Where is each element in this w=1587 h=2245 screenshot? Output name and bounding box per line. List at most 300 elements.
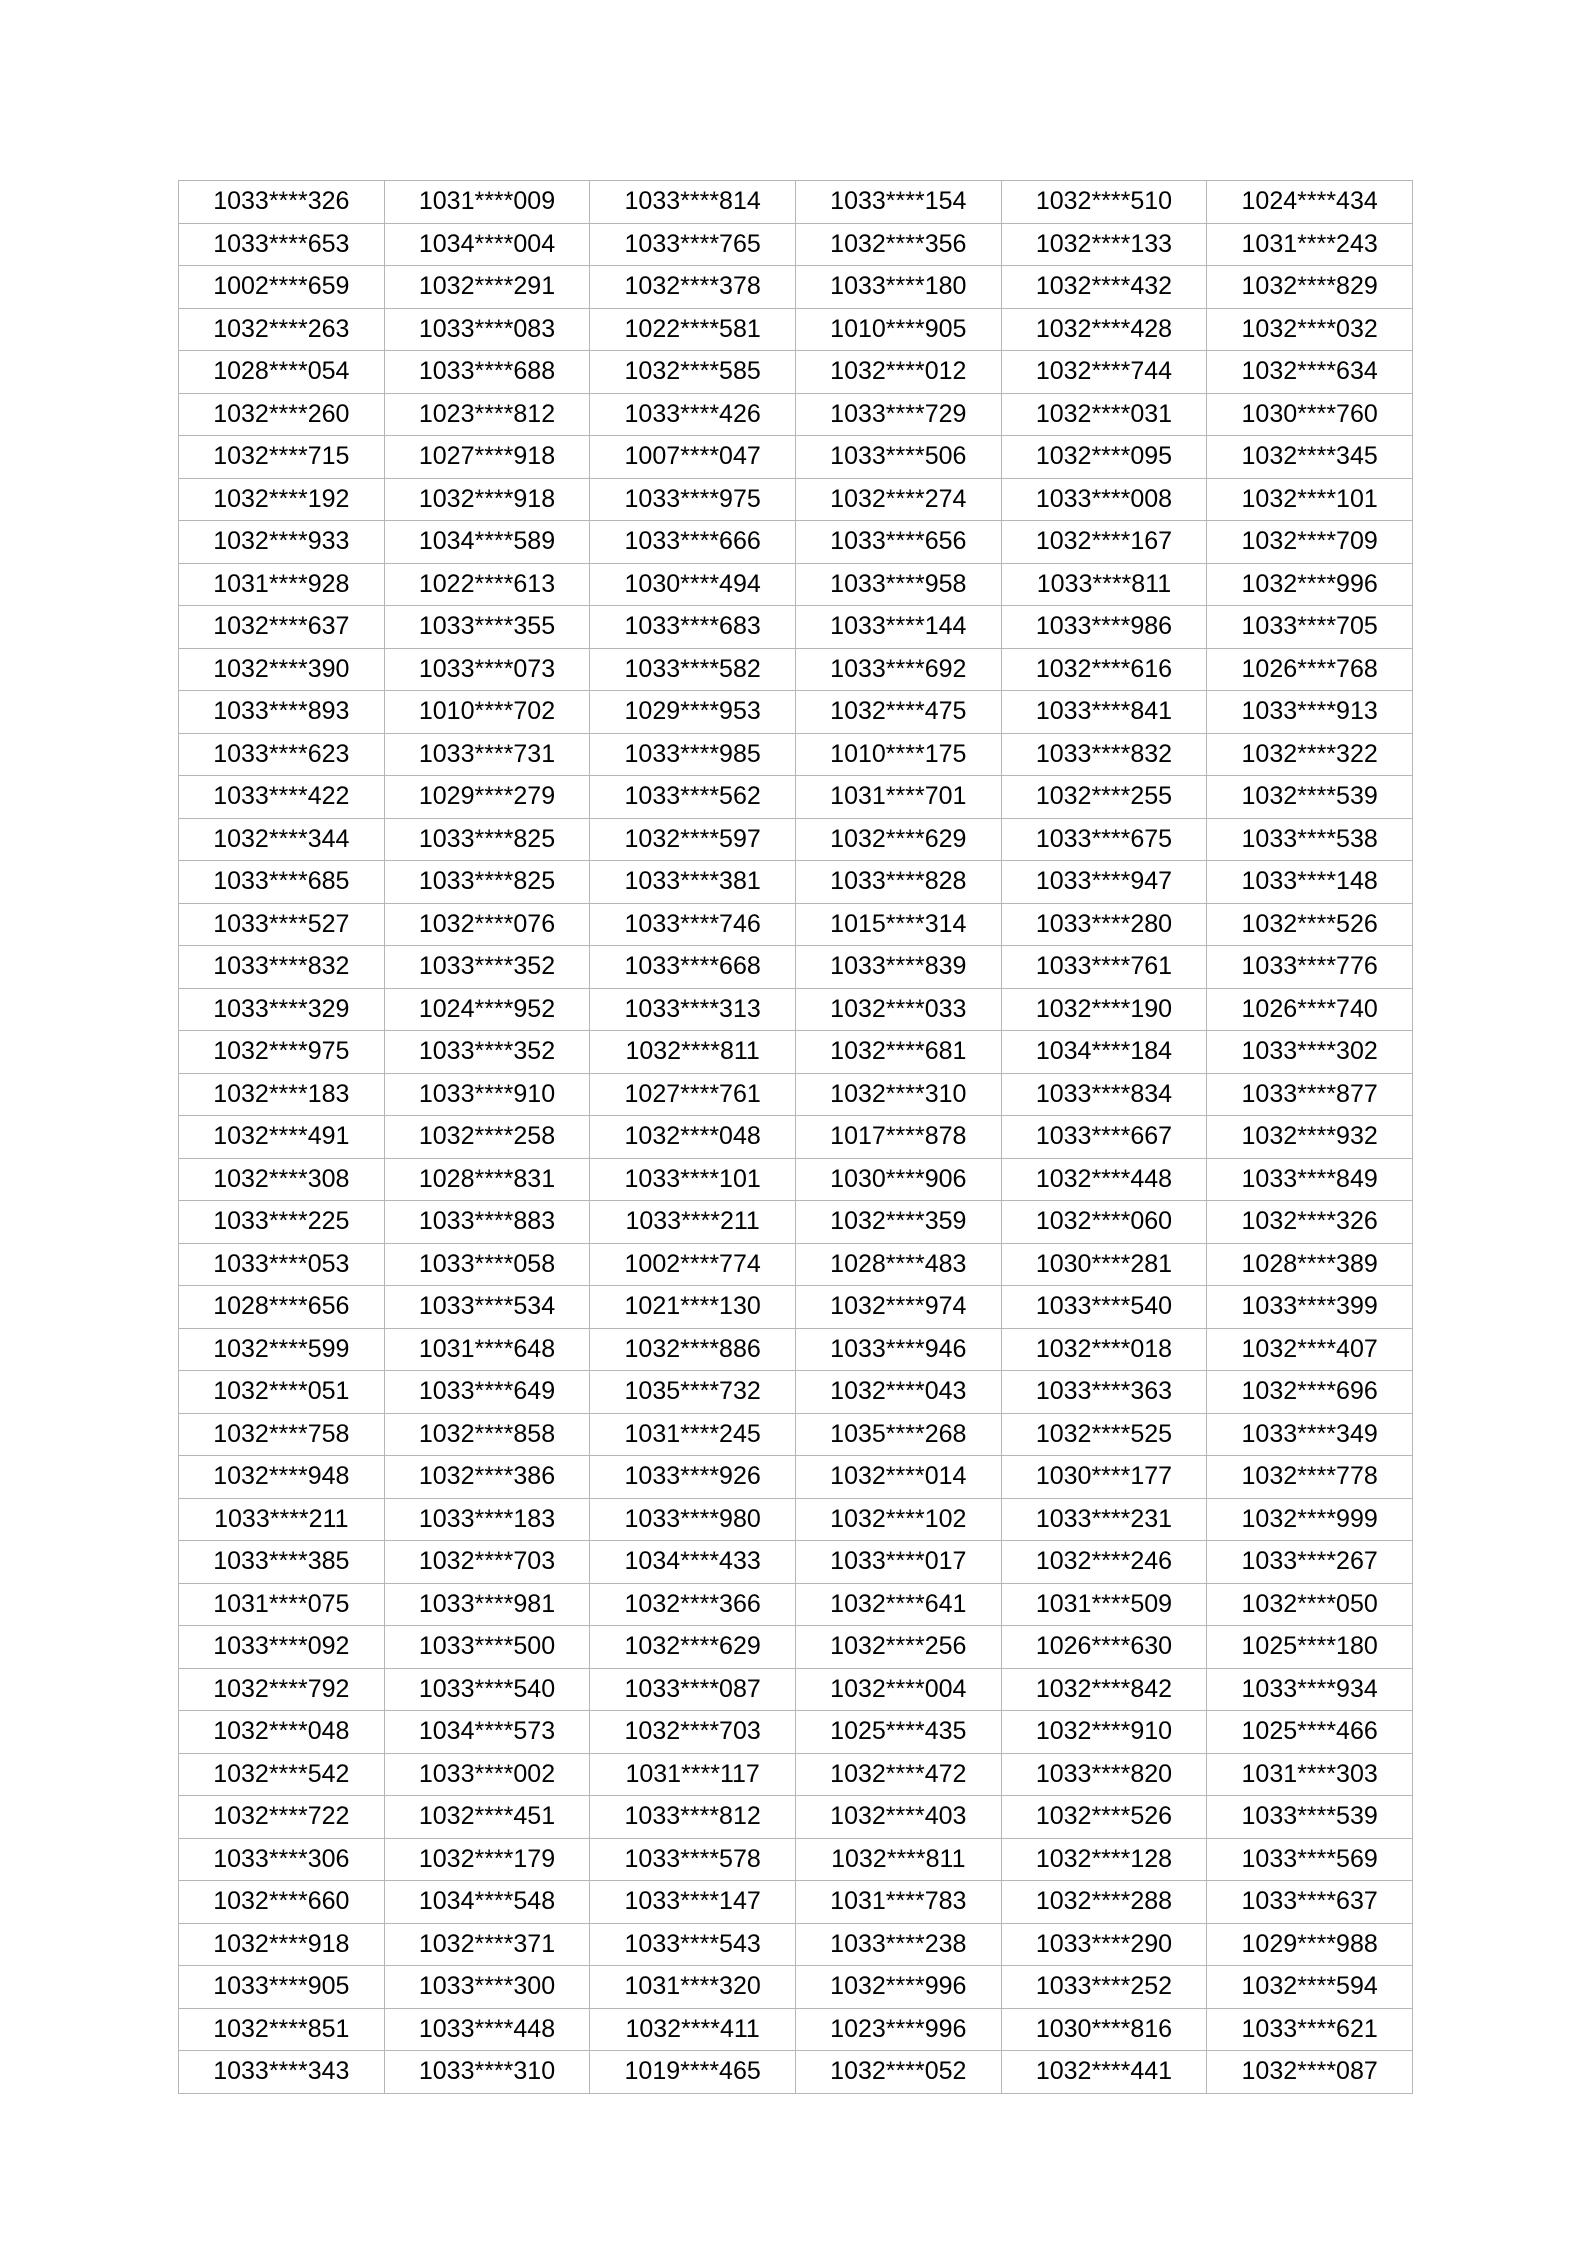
table-cell: 1033****538 bbox=[1207, 818, 1413, 861]
table-cell: 1033****017 bbox=[795, 1541, 1001, 1584]
table-cell: 1032****371 bbox=[384, 1923, 590, 1966]
table-cell: 1032****032 bbox=[1207, 308, 1413, 351]
table-cell: 1032****851 bbox=[179, 2008, 385, 2051]
table-cell: 1033****832 bbox=[179, 946, 385, 989]
table-cell: 1033****666 bbox=[590, 521, 796, 564]
table-cell: 1032****051 bbox=[179, 1371, 385, 1414]
table-cell: 1032****308 bbox=[179, 1158, 385, 1201]
table-cell: 1033****058 bbox=[384, 1243, 590, 1286]
table-cell: 1030****816 bbox=[1001, 2008, 1207, 2051]
table-cell: 1024****952 bbox=[384, 988, 590, 1031]
table-cell: 1032****052 bbox=[795, 2051, 1001, 2094]
table-cell: 1032****634 bbox=[1207, 351, 1413, 394]
table-cell: 1032****076 bbox=[384, 903, 590, 946]
table-row bbox=[179, 1498, 1413, 1541]
table-cell: 1022****613 bbox=[384, 563, 590, 606]
table-cell: 1033****985 bbox=[590, 733, 796, 776]
table-row bbox=[179, 1753, 1413, 1796]
table-cell: 1021****130 bbox=[590, 1286, 796, 1329]
table-cell: 1029****279 bbox=[384, 776, 590, 819]
table-cell: 1032****190 bbox=[1001, 988, 1207, 1031]
table-cell: 1002****659 bbox=[179, 266, 385, 309]
table-cell: 1032****432 bbox=[1001, 266, 1207, 309]
table-row bbox=[179, 1243, 1413, 1286]
table-cell: 1033****825 bbox=[384, 861, 590, 904]
table-cell: 1033****849 bbox=[1207, 1158, 1413, 1201]
table-cell: 1033****252 bbox=[1001, 1966, 1207, 2009]
table-cell: 1033****569 bbox=[1207, 1838, 1413, 1881]
table-cell: 1033****825 bbox=[384, 818, 590, 861]
table-cell: 1033****946 bbox=[795, 1328, 1001, 1371]
table-cell: 1033****926 bbox=[590, 1456, 796, 1499]
table-row bbox=[179, 478, 1413, 521]
table-row bbox=[179, 521, 1413, 564]
table-body bbox=[179, 181, 1413, 2094]
table-cell: 1032****660 bbox=[179, 1881, 385, 1924]
table-row bbox=[179, 1711, 1413, 1754]
table-cell: 1023****812 bbox=[384, 393, 590, 436]
table-cell: 1007****047 bbox=[590, 436, 796, 479]
table-cell: 1033****363 bbox=[1001, 1371, 1207, 1414]
table-cell: 1032****525 bbox=[1001, 1413, 1207, 1456]
table-cell: 1031****928 bbox=[179, 563, 385, 606]
table-cell: 1025****435 bbox=[795, 1711, 1001, 1754]
table-cell: 1033****144 bbox=[795, 606, 1001, 649]
table-cell: 1032****246 bbox=[1001, 1541, 1207, 1584]
table-cell: 1033****621 bbox=[1207, 2008, 1413, 2051]
table-cell: 1033****073 bbox=[384, 648, 590, 691]
table-cell: 1032****260 bbox=[179, 393, 385, 436]
table-cell: 1033****539 bbox=[1207, 1796, 1413, 1839]
table-cell: 1031****648 bbox=[384, 1328, 590, 1371]
table-cell: 1033****238 bbox=[795, 1923, 1001, 1966]
table-cell: 1033****306 bbox=[179, 1838, 385, 1881]
table-cell: 1034****548 bbox=[384, 1881, 590, 1924]
table-cell: 1032****542 bbox=[179, 1753, 385, 1796]
table-row bbox=[179, 1923, 1413, 1966]
table-cell: 1032****102 bbox=[795, 1498, 1001, 1541]
table-cell: 1032****386 bbox=[384, 1456, 590, 1499]
table-cell: 1032****441 bbox=[1001, 2051, 1207, 2094]
table-cell: 1028****831 bbox=[384, 1158, 590, 1201]
table-cell: 1033****893 bbox=[179, 691, 385, 734]
table-cell: 1032****095 bbox=[1001, 436, 1207, 479]
table-row bbox=[179, 266, 1413, 309]
table-row bbox=[179, 1201, 1413, 1244]
table-cell: 1033****385 bbox=[179, 1541, 385, 1584]
table-cell: 1032****974 bbox=[795, 1286, 1001, 1329]
table-cell: 1032****811 bbox=[795, 1838, 1001, 1881]
table-cell: 1026****630 bbox=[1001, 1626, 1207, 1669]
table-cell: 1033****623 bbox=[179, 733, 385, 776]
table-cell: 1033****653 bbox=[179, 223, 385, 266]
table-cell: 1033****225 bbox=[179, 1201, 385, 1244]
table-cell: 1033****776 bbox=[1207, 946, 1413, 989]
table-cell: 1033****731 bbox=[384, 733, 590, 776]
table-cell: 1030****281 bbox=[1001, 1243, 1207, 1286]
table-cell: 1032****060 bbox=[1001, 1201, 1207, 1244]
table-cell: 1033****147 bbox=[590, 1881, 796, 1924]
table-cell: 1033****313 bbox=[590, 988, 796, 1031]
table-row bbox=[179, 2008, 1413, 2051]
table-cell: 1032****696 bbox=[1207, 1371, 1413, 1414]
table-cell: 1032****475 bbox=[795, 691, 1001, 734]
table-cell: 1032****996 bbox=[795, 1966, 1001, 2009]
table-cell: 1033****839 bbox=[795, 946, 1001, 989]
table-cell: 1032****031 bbox=[1001, 393, 1207, 436]
table-cell: 1032****599 bbox=[179, 1328, 385, 1371]
table-cell: 1033****649 bbox=[384, 1371, 590, 1414]
table-cell: 1033****668 bbox=[590, 946, 796, 989]
table-cell: 1032****703 bbox=[384, 1541, 590, 1584]
table-cell: 1031****245 bbox=[590, 1413, 796, 1456]
table-cell: 1032****975 bbox=[179, 1031, 385, 1074]
table-cell: 1002****774 bbox=[590, 1243, 796, 1286]
table-cell: 1032****101 bbox=[1207, 478, 1413, 521]
table-cell: 1030****760 bbox=[1207, 393, 1413, 436]
table-cell: 1033****637 bbox=[1207, 1881, 1413, 1924]
table-cell: 1030****494 bbox=[590, 563, 796, 606]
table-cell: 1035****732 bbox=[590, 1371, 796, 1414]
table-cell: 1033****905 bbox=[179, 1966, 385, 2009]
table-cell: 1032****258 bbox=[384, 1116, 590, 1159]
table-cell: 1010****175 bbox=[795, 733, 1001, 776]
table-row bbox=[179, 1796, 1413, 1839]
table-row bbox=[179, 1158, 1413, 1201]
table-cell: 1028****054 bbox=[179, 351, 385, 394]
table-cell: 1022****581 bbox=[590, 308, 796, 351]
table-cell: 1033****267 bbox=[1207, 1541, 1413, 1584]
table-cell: 1033****828 bbox=[795, 861, 1001, 904]
table-cell: 1033****092 bbox=[179, 1626, 385, 1669]
table-cell: 1032****681 bbox=[795, 1031, 1001, 1074]
table-cell: 1031****243 bbox=[1207, 223, 1413, 266]
table-cell: 1033****101 bbox=[590, 1158, 796, 1201]
table-cell: 1032****715 bbox=[179, 436, 385, 479]
table-row bbox=[179, 1031, 1413, 1074]
table-cell: 1032****491 bbox=[179, 1116, 385, 1159]
table-cell: 1023****996 bbox=[795, 2008, 1001, 2051]
table-cell: 1033****910 bbox=[384, 1073, 590, 1116]
table-cell: 1033****947 bbox=[1001, 861, 1207, 904]
table-cell: 1031****701 bbox=[795, 776, 1001, 819]
table-cell: 1032****087 bbox=[1207, 2051, 1413, 2094]
table-cell: 1033****582 bbox=[590, 648, 796, 691]
table-cell: 1032****043 bbox=[795, 1371, 1001, 1414]
table-row bbox=[179, 351, 1413, 394]
masked-id-table bbox=[178, 180, 1413, 2094]
table-cell: 1033****543 bbox=[590, 1923, 796, 1966]
table-cell: 1032****539 bbox=[1207, 776, 1413, 819]
table-cell: 1010****905 bbox=[795, 308, 1001, 351]
table-cell: 1033****814 bbox=[590, 181, 796, 224]
table-cell: 1033****729 bbox=[795, 393, 1001, 436]
table-cell: 1033****540 bbox=[384, 1668, 590, 1711]
table-cell: 1033****877 bbox=[1207, 1073, 1413, 1116]
table-cell: 1032****310 bbox=[795, 1073, 1001, 1116]
table-row bbox=[179, 946, 1413, 989]
table-row bbox=[179, 308, 1413, 351]
table-cell: 1032****255 bbox=[1001, 776, 1207, 819]
table-cell: 1033****980 bbox=[590, 1498, 796, 1541]
table-cell: 1033****883 bbox=[384, 1201, 590, 1244]
table-row bbox=[179, 1541, 1413, 1584]
table-row bbox=[179, 1328, 1413, 1371]
table-cell: 1033****154 bbox=[795, 181, 1001, 224]
table-cell: 1032****274 bbox=[795, 478, 1001, 521]
table-cell: 1033****343 bbox=[179, 2051, 385, 2094]
table-row bbox=[179, 223, 1413, 266]
table-row bbox=[179, 436, 1413, 479]
table-cell: 1032****403 bbox=[795, 1796, 1001, 1839]
table-cell: 1033****053 bbox=[179, 1243, 385, 1286]
table-cell: 1033****913 bbox=[1207, 691, 1413, 734]
table-cell: 1032****014 bbox=[795, 1456, 1001, 1499]
table-cell: 1033****534 bbox=[384, 1286, 590, 1329]
table-cell: 1033****448 bbox=[384, 2008, 590, 2051]
table-cell: 1033****934 bbox=[1207, 1668, 1413, 1711]
table-cell: 1032****641 bbox=[795, 1583, 1001, 1626]
table-row bbox=[179, 563, 1413, 606]
table-cell: 1031****303 bbox=[1207, 1753, 1413, 1796]
table-cell: 1028****656 bbox=[179, 1286, 385, 1329]
table-cell: 1031****783 bbox=[795, 1881, 1001, 1924]
table-cell: 1032****722 bbox=[179, 1796, 385, 1839]
table-cell: 1032****948 bbox=[179, 1456, 385, 1499]
table-row bbox=[179, 1668, 1413, 1711]
table-cell: 1029****953 bbox=[590, 691, 796, 734]
table-cell: 1028****483 bbox=[795, 1243, 1001, 1286]
table-cell: 1032****183 bbox=[179, 1073, 385, 1116]
table-cell: 1032****629 bbox=[590, 1626, 796, 1669]
table-cell: 1032****288 bbox=[1001, 1881, 1207, 1924]
table-cell: 1032****932 bbox=[1207, 1116, 1413, 1159]
table-cell: 1033****002 bbox=[384, 1753, 590, 1796]
table-cell: 1033****211 bbox=[590, 1201, 796, 1244]
table-cell: 1033****349 bbox=[1207, 1413, 1413, 1456]
table-row bbox=[179, 1966, 1413, 2009]
table-row bbox=[179, 1286, 1413, 1329]
table-cell: 1033****422 bbox=[179, 776, 385, 819]
table-cell: 1026****768 bbox=[1207, 648, 1413, 691]
table-cell: 1033****656 bbox=[795, 521, 1001, 564]
table-cell: 1032****326 bbox=[1207, 1201, 1413, 1244]
table-cell: 1033****986 bbox=[1001, 606, 1207, 649]
table-cell: 1033****527 bbox=[179, 903, 385, 946]
table-cell: 1032****033 bbox=[795, 988, 1001, 1031]
table-cell: 1032****629 bbox=[795, 818, 1001, 861]
table-cell: 1024****434 bbox=[1207, 181, 1413, 224]
table-cell: 1032****709 bbox=[1207, 521, 1413, 564]
table-cell: 1033****211 bbox=[179, 1498, 385, 1541]
table-cell: 1033****667 bbox=[1001, 1116, 1207, 1159]
table-cell: 1032****999 bbox=[1207, 1498, 1413, 1541]
table-cell: 1026****740 bbox=[1207, 988, 1413, 1031]
table-cell: 1033****008 bbox=[1001, 478, 1207, 521]
table-cell: 1033****180 bbox=[795, 266, 1001, 309]
table-cell: 1031****009 bbox=[384, 181, 590, 224]
table-cell: 1032****842 bbox=[1001, 1668, 1207, 1711]
table-cell: 1033****685 bbox=[179, 861, 385, 904]
table-cell: 1027****761 bbox=[590, 1073, 796, 1116]
table-cell: 1033****692 bbox=[795, 648, 1001, 691]
table-row bbox=[179, 648, 1413, 691]
table-cell: 1032****378 bbox=[590, 266, 796, 309]
table-cell: 1032****390 bbox=[179, 648, 385, 691]
table-cell: 1032****858 bbox=[384, 1413, 590, 1456]
table-cell: 1033****280 bbox=[1001, 903, 1207, 946]
table-cell: 1032****366 bbox=[590, 1583, 796, 1626]
table-cell: 1034****589 bbox=[384, 521, 590, 564]
table-row bbox=[179, 776, 1413, 819]
table-row bbox=[179, 903, 1413, 946]
table-cell: 1032****526 bbox=[1207, 903, 1413, 946]
table-cell: 1032****778 bbox=[1207, 1456, 1413, 1499]
table-cell: 1032****291 bbox=[384, 266, 590, 309]
table-cell: 1032****050 bbox=[1207, 1583, 1413, 1626]
table-cell: 1033****302 bbox=[1207, 1031, 1413, 1074]
table-cell: 1032****359 bbox=[795, 1201, 1001, 1244]
table-cell: 1033****761 bbox=[1001, 946, 1207, 989]
table-cell: 1035****268 bbox=[795, 1413, 1001, 1456]
table-cell: 1032****192 bbox=[179, 478, 385, 521]
table-cell: 1033****688 bbox=[384, 351, 590, 394]
table-cell: 1033****812 bbox=[590, 1796, 796, 1839]
table-cell: 1032****829 bbox=[1207, 266, 1413, 309]
table-cell: 1033****562 bbox=[590, 776, 796, 819]
table-cell: 1031****075 bbox=[179, 1583, 385, 1626]
table-cell: 1033****087 bbox=[590, 1668, 796, 1711]
table-cell: 1033****834 bbox=[1001, 1073, 1207, 1116]
table-cell: 1032****996 bbox=[1207, 563, 1413, 606]
table-cell: 1034****573 bbox=[384, 1711, 590, 1754]
table-cell: 1032****133 bbox=[1001, 223, 1207, 266]
table-cell: 1033****399 bbox=[1207, 1286, 1413, 1329]
table-cell: 1032****263 bbox=[179, 308, 385, 351]
table-cell: 1032****428 bbox=[1001, 308, 1207, 351]
table-cell: 1032****526 bbox=[1001, 1796, 1207, 1839]
table-cell: 1031****320 bbox=[590, 1966, 796, 2009]
table-cell: 1019****465 bbox=[590, 2051, 796, 2094]
table-row bbox=[179, 691, 1413, 734]
table-cell: 1032****510 bbox=[1001, 181, 1207, 224]
table-cell: 1032****918 bbox=[384, 478, 590, 521]
table-cell: 1032****179 bbox=[384, 1838, 590, 1881]
table-cell: 1032****594 bbox=[1207, 1966, 1413, 2009]
table-row bbox=[179, 2051, 1413, 2094]
table-cell: 1033****426 bbox=[590, 393, 796, 436]
table-cell: 1032****018 bbox=[1001, 1328, 1207, 1371]
table-cell: 1029****988 bbox=[1207, 1923, 1413, 1966]
table-cell: 1032****744 bbox=[1001, 351, 1207, 394]
table-cell: 1033****148 bbox=[1207, 861, 1413, 904]
table-cell: 1033****506 bbox=[795, 436, 1001, 479]
table-cell: 1033****981 bbox=[384, 1583, 590, 1626]
table-cell: 1031****509 bbox=[1001, 1583, 1207, 1626]
table-cell: 1031****117 bbox=[590, 1753, 796, 1796]
table-row bbox=[179, 861, 1413, 904]
table-cell: 1032****322 bbox=[1207, 733, 1413, 776]
table-cell: 1032****048 bbox=[590, 1116, 796, 1159]
table-cell: 1032****597 bbox=[590, 818, 796, 861]
table-cell: 1032****811 bbox=[590, 1031, 796, 1074]
table-cell: 1033****381 bbox=[590, 861, 796, 904]
table-cell: 1032****585 bbox=[590, 351, 796, 394]
table-cell: 1032****451 bbox=[384, 1796, 590, 1839]
table-row bbox=[179, 393, 1413, 436]
table-cell: 1033****352 bbox=[384, 946, 590, 989]
table-cell: 1033****355 bbox=[384, 606, 590, 649]
table-cell: 1032****918 bbox=[179, 1923, 385, 1966]
table-cell: 1033****832 bbox=[1001, 733, 1207, 776]
table-row bbox=[179, 1626, 1413, 1669]
table-cell: 1032****256 bbox=[795, 1626, 1001, 1669]
table-cell: 1033****746 bbox=[590, 903, 796, 946]
table-cell: 1032****886 bbox=[590, 1328, 796, 1371]
table-cell: 1033****765 bbox=[590, 223, 796, 266]
table-cell: 1032****012 bbox=[795, 351, 1001, 394]
table-row bbox=[179, 733, 1413, 776]
table-cell: 1033****958 bbox=[795, 563, 1001, 606]
table-cell: 1032****345 bbox=[1207, 436, 1413, 479]
table-cell: 1032****048 bbox=[179, 1711, 385, 1754]
table-cell: 1033****683 bbox=[590, 606, 796, 649]
table-cell: 1034****004 bbox=[384, 223, 590, 266]
table-row bbox=[179, 1583, 1413, 1626]
table-row bbox=[179, 818, 1413, 861]
table-cell: 1033****290 bbox=[1001, 1923, 1207, 1966]
table-cell: 1033****500 bbox=[384, 1626, 590, 1669]
table-cell: 1033****329 bbox=[179, 988, 385, 1031]
table-cell: 1032****758 bbox=[179, 1413, 385, 1456]
table-cell: 1025****466 bbox=[1207, 1711, 1413, 1754]
table-cell: 1033****578 bbox=[590, 1838, 796, 1881]
table-cell: 1034****184 bbox=[1001, 1031, 1207, 1074]
table-cell: 1032****792 bbox=[179, 1668, 385, 1711]
table-cell: 1032****910 bbox=[1001, 1711, 1207, 1754]
table-cell: 1032****004 bbox=[795, 1668, 1001, 1711]
table-cell: 1032****448 bbox=[1001, 1158, 1207, 1201]
masked-id-table-container bbox=[178, 180, 1413, 2094]
table-cell: 1032****933 bbox=[179, 521, 385, 564]
table-cell: 1033****975 bbox=[590, 478, 796, 521]
table-row bbox=[179, 1413, 1413, 1456]
table-cell: 1032****344 bbox=[179, 818, 385, 861]
table-cell: 1033****540 bbox=[1001, 1286, 1207, 1329]
table-cell: 1027****918 bbox=[384, 436, 590, 479]
table-cell: 1032****616 bbox=[1001, 648, 1207, 691]
table-cell: 1025****180 bbox=[1207, 1626, 1413, 1669]
table-row bbox=[179, 1456, 1413, 1499]
table-cell: 1033****705 bbox=[1207, 606, 1413, 649]
table-row bbox=[179, 1371, 1413, 1414]
table-cell: 1010****702 bbox=[384, 691, 590, 734]
table-cell: 1032****637 bbox=[179, 606, 385, 649]
table-cell: 1033****231 bbox=[1001, 1498, 1207, 1541]
table-cell: 1033****310 bbox=[384, 2051, 590, 2094]
table-row bbox=[179, 988, 1413, 1031]
table-cell: 1033****841 bbox=[1001, 691, 1207, 734]
table-cell: 1033****300 bbox=[384, 1966, 590, 2009]
table-cell: 1032****703 bbox=[590, 1711, 796, 1754]
table-row bbox=[179, 1116, 1413, 1159]
table-cell: 1033****820 bbox=[1001, 1753, 1207, 1796]
table-cell: 1032****411 bbox=[590, 2008, 796, 2051]
table-cell: 1030****177 bbox=[1001, 1456, 1207, 1499]
table-cell: 1032****128 bbox=[1001, 1838, 1207, 1881]
table-row bbox=[179, 1838, 1413, 1881]
table-row bbox=[179, 181, 1413, 224]
